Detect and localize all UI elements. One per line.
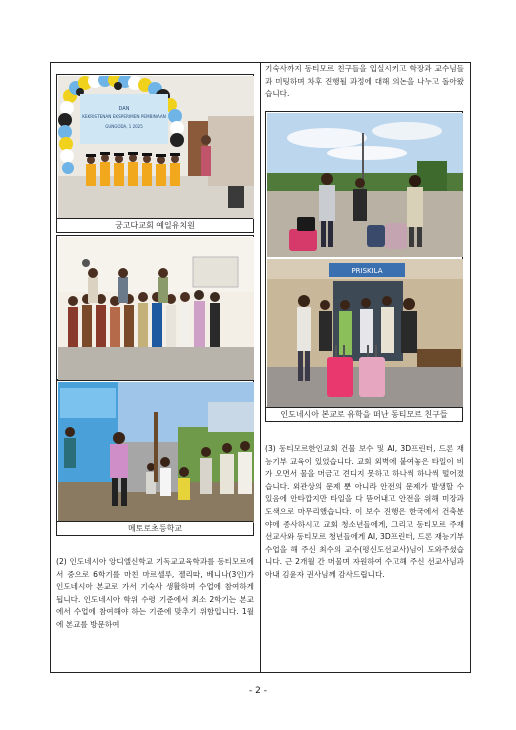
caption-airport: 인도네시아 본교로 유학을 떠난 동티모르 친구들	[266, 407, 462, 421]
caption-kindergarten: 궁고다교회 예일유치원	[57, 218, 253, 232]
elementary-school-photo	[58, 382, 254, 523]
photo-box-elementary	[56, 380, 254, 536]
paragraph-student-study-abroad: (2) 인도네시아 앙디엘신학교 기독교교육학과를 동티모르에서 중으로 6학기를 마친 마르셀루, 젤리따, 베니나(3인)가 인도네시아 본교로 가서 기숙사 생활하며 수업에 참여하게 됩니다. 인도네시아 학위 수령 기준에서 최소 2학기는 본교에서 수업에 참여해야 하는 기준에 맞추기 위함입니다. 1월에 본교를 방문하여	[56, 557, 254, 629]
banner-line-2: KEKRISTENAN EKSPERIMEN PEMBINAAN	[82, 114, 166, 119]
photo-box-classroom	[56, 235, 254, 380]
banner-line-1: DAN	[118, 106, 130, 112]
page-number: - 2 -	[249, 686, 267, 696]
classroom-group-photo	[58, 237, 254, 380]
photo-box-airport	[265, 111, 463, 422]
airport-sign-text: PRISKILA	[351, 267, 383, 275]
airport-indoor-photo	[267, 259, 463, 407]
airport-outdoor-photo	[267, 113, 463, 257]
paragraph-church-repair: (3) 동티모르한인교회 건물 보수 및 AI, 3D프린터, 드론 재능기부 교육이 있었습니다. 교회 외벽에 붙여놓은 타일이 비가 오면서 물을 머금고 견디지 못하고 하나씩 하나씩 떨어졌습니다. 외관상의 문제 뿐 아니라 안전의 문제가 발생할 수 있음에 안타깝지만 타일을 다 뜯어내고 안전을 위해 미장과 도색으로 마무리했습니다. 이 보수 진행은 한국에서 건축분야에 종사하시고 교회 청소년들에게, 그리고 동티모르 주재 선교사와 동티모르 청년들에게 AI, 3D프린터, 드론 재능기부 수업을 해 주신 최수의 교수(평신도선교사)님이 도와주셨습니다. 근 2개월 간 머물며 자원하여 수고해 주신 선교사님과 아내 김윤자 권사님께 감사드립니다.	[265, 444, 464, 579]
paragraph-dormitory-visit: 기숙사까지 동티모르 친구들을 입실시키고 학장과 교수님들과 미팅하며 차후 진행될 과정에 대해 의논을 나누고 돌아왔습니다.	[265, 64, 464, 99]
kindergarten-graduation-photo	[58, 76, 254, 219]
banner-line-3: GUNGODA, 1 2025	[105, 124, 143, 129]
column-divider	[260, 62, 261, 673]
caption-elementary: 메토로초등학교	[57, 521, 253, 535]
photo-box-kindergarten	[56, 74, 254, 233]
